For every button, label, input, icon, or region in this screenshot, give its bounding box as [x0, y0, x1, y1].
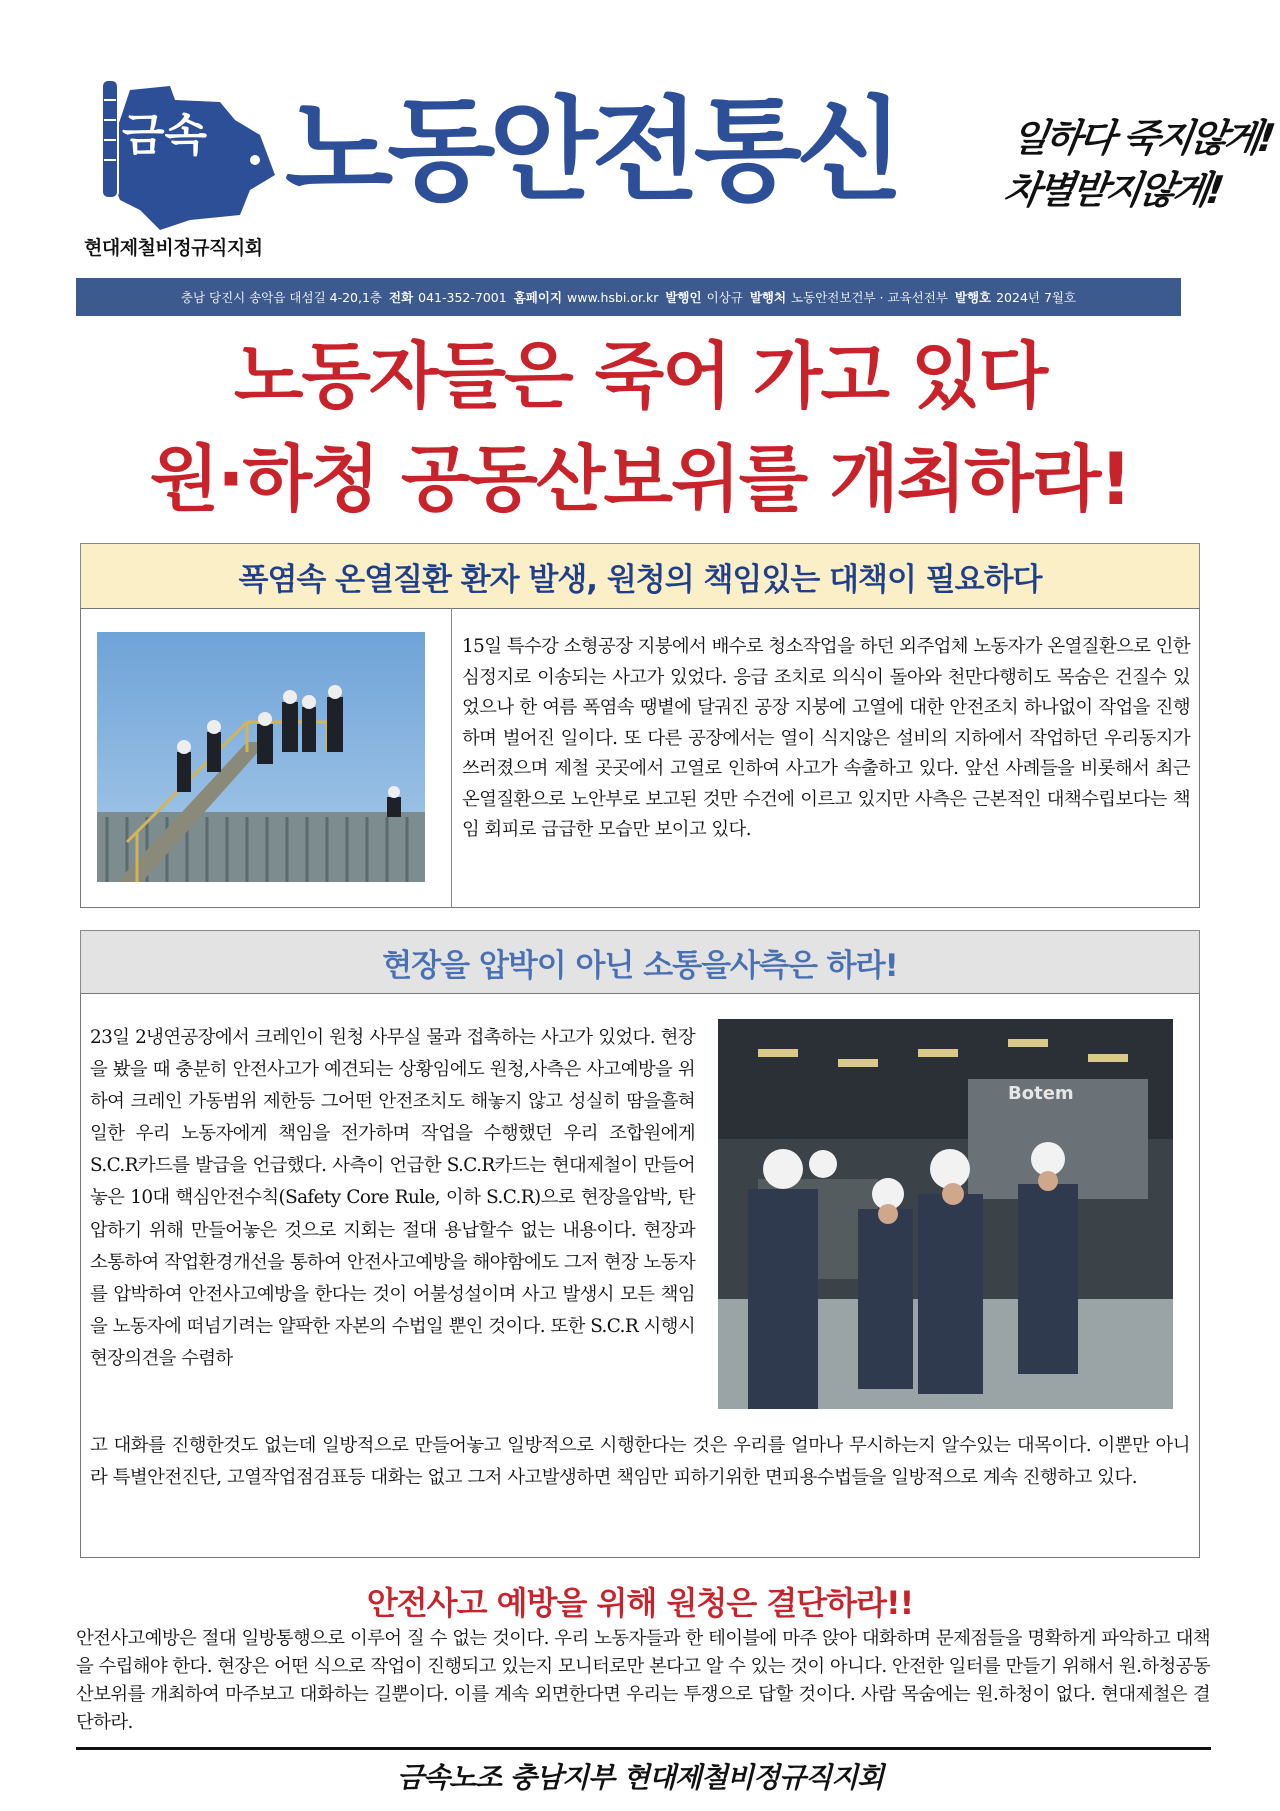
article1-heading: 폭염속 온열질환 환자 발생, 원청의 책임있는 대책이 필요하다: [80, 543, 1200, 609]
article2-heading: 현장을 압박이 아닌 소통을사측은 하라!: [80, 930, 1200, 994]
newsletter-title: 노동안전통신: [285, 86, 899, 216]
phone-number: 041-352-7001: [418, 289, 507, 305]
publisher-label: 발행인: [665, 290, 702, 305]
issue-date: 2024년 7월호: [996, 290, 1077, 305]
homepage-url: www.hsbi.or.kr: [567, 289, 659, 305]
footer-divider: [76, 1747, 1211, 1750]
office-name: 노동안전보건부 · 교육선전부: [791, 290, 948, 305]
slogan-line-2: 차별받지않게!: [1001, 168, 1225, 212]
homepage-label: 홈페이지: [513, 290, 563, 305]
article2-body-part2: 고 대화를 진행한것도 없는데 일방적으로 만들어놓고 일방적으로 시행한다는 것은 우리를 얼마나 무시하는지 알수있는 대목이다. 이뿐만 아니라 특별안전진단, 고열작업점검표등 대화는 없고 그저 사고발생하면 책임만 피하기위한 면피용수법들을 일방적으로 계속 진행하고 있다.: [90, 1435, 1190, 1489]
address: 충남 당진시 송악읍 대섬길 4-20,1층: [180, 290, 382, 305]
org-name: 현대제철비정규직지회: [84, 237, 263, 259]
footer-signature: 금속노조 충남지부 현대제철비정규직지회: [396, 1761, 884, 1794]
headline-line-1: 노동자들은 죽어 가고 있다: [233, 334, 1047, 418]
rooftop-workers-photo: [97, 632, 425, 882]
publication-info-bar: [76, 278, 1181, 316]
article2-body-part1: 23일 2냉연공장에서 크레인이 원청 사무실 물과 접촉하는 사고가 있었다. 현장을 봤을 때 충분히 안전사고가 예견되는 상황임에도 원청,사측은 사고예방을 위하여 크레인 가동범위 제한등 그어떤 안전조치도 해놓지 않고 성실히 땀을흘혀 일한 우리 노동자에게 책임을 전가하며 작업을 수행했던 우리 조합원에게 S.C.R카드를 발급을 언급했다. 사측이 언급한 S.C.R카드는 현대제철이 만들어놓은 10대 핵심안전수칙(Safety Core Rule, 이하 S.C.R)으로 현장을압박, 탄압하기 위해 만들어놓은 것으로 지회는 절대 용납할수 없는 내용이다. 현장과 소통하여 작업환경개선을 통하여 안전사고예방을 해야함에도 그저 현장 노동자를 압박하여 안전사고예방을 한다는 것이 어불성설이며 사고 발생시 모든 책임을 노동자에 떠넘기려는 얄팍한 자본의 수법일 뿐인 것이다. 또한 S.C.R 시행시 현장의견을 수렴하: [90, 1027, 695, 1369]
photo-sign: Botem: [1008, 1083, 1074, 1104]
phone-label: 전화: [389, 290, 414, 305]
logo-text: 금속: [122, 110, 208, 161]
article3-body: 안전사고예방은 절대 일방통행으로 이루어 질 수 없는 것이다. 우리 노동자들과 한 테이블에 마주 앉아 대화하며 문제점들을 명확하게 파악하고 대책을 수립해야 한다. 현장은 어떤 식으로 작업이 진행되고 있는지 모니터로만 본다고 알 수 있는 것이 아니다. 안전한 일터를 만들기 위해서 원.하청공동 산보위를 개최하여 마주보고 대화하는 길뿐이다. 이를 계속 외면한다면 우리는 투쟁으로 답할 것이다. 사람 목숨에는 원.하청이 없다. 현대제철은 결단하라.: [76, 1628, 1210, 1733]
article1-body: 15일 특수강 소형공장 지붕에서 배수로 청소작업을 하던 외주업체 노동자가 온열질환으로 인한 심정지로 이송되는 사고가 있었다. 응급 조치로 의식이 돌아와 천만다행히도 목숨은 건질수 있었으나 한 여름 폭염속 땡볕에 달궈진 공장 지붕에 고열에 대한 안전조치 하나없이 작업을 진행하며 벌어진 일이다. 또 다른 공장에서는 열이 식지않은 설비의 지하에서 작업하던 우리동지가 쓰러졌으며 제철 곳곳에서 고열로 인하여 사고가 속출하고 있다. 앞선 사례들을 비롯해서 최근 온열질환으로 노안부로 보고된 것만 수건에 이르고 있지만 사측은 근본적인 대책수립보다는 책임 회피로 급급한 모습만 보이고 있다.: [462, 636, 1190, 840]
slogan-line-1: 일하다 죽지않게!: [1008, 116, 1276, 160]
factory-meeting-photo: [718, 1019, 1173, 1409]
slogan: [1001, 112, 1276, 216]
article1-divider: [451, 608, 452, 908]
union-logo: [100, 80, 290, 240]
office-label: 발행처: [749, 290, 787, 305]
issue-label: 발행호: [954, 290, 992, 305]
publisher-name: 이상규: [706, 290, 743, 305]
article3-heading: 안전사고 예방을 위해 원청은 결단하라!!: [366, 1584, 914, 1622]
headline-line-2: 원·하청 공동산보위를 개최하라!: [149, 437, 1131, 521]
